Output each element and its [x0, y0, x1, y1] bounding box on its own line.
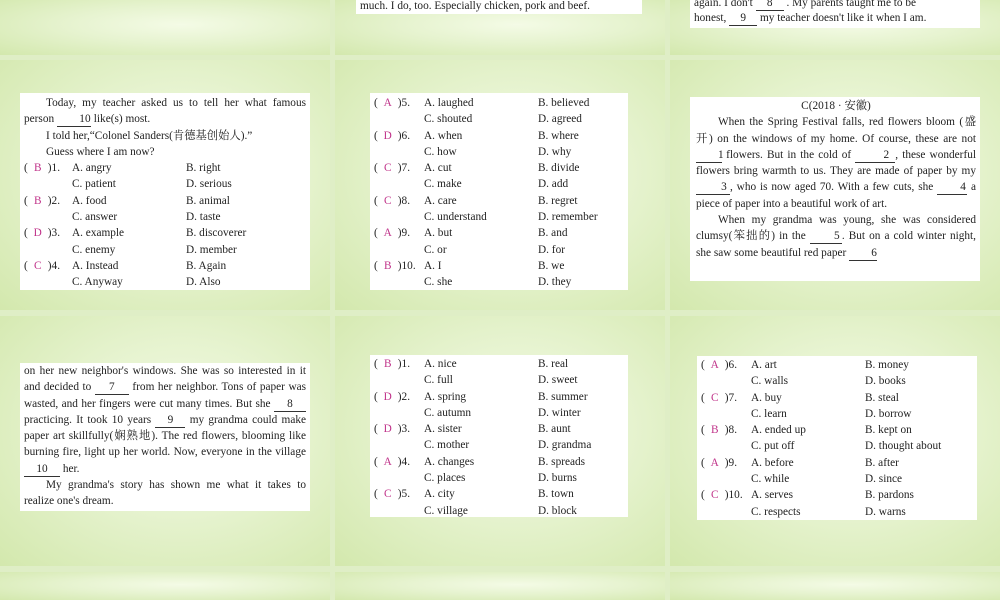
option-d[interactable]: D. taste	[186, 211, 221, 224]
blank-9: 9	[155, 414, 185, 428]
blank-5: 5	[810, 230, 842, 244]
question-row	[374, 274, 624, 290]
passage-text: a piece of paper into a beautiful work of art.	[696, 181, 976, 210]
question-number: 1	[401, 358, 408, 370]
option-c[interactable]: C. while	[751, 473, 790, 486]
question-number: 7	[401, 162, 408, 175]
answer-letter: B	[383, 358, 392, 370]
question-number: 1	[51, 162, 58, 175]
option-b[interactable]: B. summer	[538, 390, 588, 403]
answer-letter: A	[383, 227, 392, 240]
question-row	[24, 225, 306, 241]
option-a[interactable]: A. ended up	[751, 424, 806, 437]
option-c[interactable]: C. or	[424, 243, 447, 256]
answer-letter: D	[383, 423, 392, 436]
question-row	[374, 209, 624, 225]
option-b[interactable]: B. believed	[538, 97, 590, 109]
question-row	[701, 455, 973, 471]
answer-letter: B	[33, 194, 42, 207]
passage-text: . My parents taught me to be	[786, 0, 917, 9]
answer-bracket: ( C )7.	[374, 160, 424, 176]
question-list	[24, 160, 306, 290]
option-c[interactable]: C. enemy	[72, 243, 116, 256]
question-number: 5	[401, 97, 408, 109]
slide-tile[interactable]	[335, 572, 665, 600]
slide-tile[interactable]	[670, 572, 1000, 600]
option-c[interactable]: C. walls	[751, 375, 789, 388]
question-number: 8	[401, 194, 408, 207]
option-a[interactable]: A. art	[751, 359, 777, 371]
option-a[interactable]: A. before	[751, 456, 794, 469]
option-d[interactable]: D. they	[538, 276, 572, 289]
option-c[interactable]: C. put off	[751, 440, 795, 453]
question-row	[701, 357, 973, 373]
answer-letter: A	[710, 456, 719, 469]
passage-text: her.	[62, 462, 80, 475]
option-a[interactable]: A. nice	[424, 358, 457, 370]
question-row	[374, 356, 624, 372]
option-c[interactable]: C. patient	[72, 178, 116, 191]
option-b[interactable]: B. aunt	[538, 423, 571, 436]
option-d[interactable]: D. for	[538, 243, 565, 256]
answer-bracket: ( D )3.	[24, 225, 72, 241]
answer-bracket: ( C )4.	[24, 258, 72, 274]
option-a[interactable]: A. buy	[751, 391, 782, 404]
passage-text: , who is now aged 70. With a few cuts, she	[730, 181, 934, 194]
option-b[interactable]: B. where	[538, 129, 579, 142]
blank-10: 10	[24, 463, 60, 477]
question-row	[701, 422, 973, 438]
answer-bracket: ( C )8.	[374, 193, 424, 209]
option-c[interactable]: C. autumn	[424, 406, 472, 419]
option-c[interactable]: C. she	[424, 276, 453, 289]
question-number: 7	[728, 391, 735, 404]
answer-bracket: ( D )6.	[374, 128, 424, 144]
option-b[interactable]: B. we	[538, 259, 565, 272]
passage-text: Guess where I am now?	[46, 145, 155, 158]
answer-bracket: ( D )3.	[374, 421, 424, 437]
answer-bracket: ( B )1.	[24, 160, 72, 176]
option-a[interactable]: A. serves	[751, 489, 794, 502]
question-list	[374, 95, 624, 291]
blank-9: 9	[729, 12, 757, 26]
question-number: 9	[401, 227, 408, 240]
option-b[interactable]: B. divide	[538, 162, 580, 175]
answer-bracket: ( C )7.	[701, 390, 751, 406]
option-b[interactable]: B. pardons	[865, 489, 914, 502]
question-row	[374, 503, 624, 519]
question-number: 10	[728, 489, 740, 502]
option-c[interactable]: C. shouted	[424, 113, 473, 126]
blank-3: 3	[696, 181, 730, 195]
answer-letter: C	[383, 162, 392, 175]
question-number: 2	[51, 194, 58, 207]
blank-8: 8	[274, 398, 306, 412]
option-d[interactable]: D. Also	[186, 276, 221, 289]
passage-text: on her new neighbor's windows. She was so interested in it and decided to	[24, 365, 306, 394]
question-row	[24, 209, 306, 225]
passage-text: Today, my teacher asked us to tell her what famous person	[24, 97, 306, 126]
option-b[interactable]: B. and	[538, 227, 568, 240]
answer-letter: D	[383, 129, 392, 142]
question-row	[701, 406, 973, 422]
question-row	[374, 486, 624, 502]
option-c[interactable]: C. learn	[751, 407, 787, 420]
answer-bracket: ( C )5.	[374, 486, 424, 502]
option-c[interactable]: C. places	[424, 472, 466, 485]
reading-card-1	[20, 93, 310, 290]
option-d[interactable]: D. burns	[538, 472, 577, 485]
answer-letter: A	[383, 97, 392, 109]
question-number: 5	[401, 488, 408, 501]
option-d[interactable]: D. borrow	[865, 407, 912, 420]
answer-letter: C	[710, 391, 719, 404]
answer-letter: C	[710, 489, 719, 502]
option-b[interactable]: B. discoverer	[186, 227, 247, 240]
option-b[interactable]: B. kept on	[865, 424, 912, 437]
option-a[interactable]: A. example	[72, 227, 125, 240]
slide-tile[interactable]	[0, 0, 330, 55]
option-d[interactable]: D. winter	[538, 406, 581, 419]
option-a[interactable]: A. changes	[424, 455, 475, 468]
question-row	[374, 372, 624, 388]
option-b[interactable]: B. right	[186, 162, 221, 175]
question-row	[374, 193, 624, 209]
blank-10: 10	[57, 113, 91, 127]
reading-card-3	[690, 97, 980, 281]
question-number: 3	[51, 227, 58, 240]
answer-letter: B	[710, 424, 719, 437]
question-row	[701, 390, 973, 406]
question-row	[374, 111, 624, 127]
reading-card-4	[20, 363, 310, 511]
passage-text: my teacher doesn't like it when I am.	[759, 12, 927, 24]
option-b[interactable]: B. after	[865, 456, 899, 469]
question-list	[701, 357, 973, 520]
answer-letter: B	[383, 259, 392, 272]
option-d[interactable]: D. remember	[538, 211, 598, 224]
answer-bracket: ( B )10.	[374, 258, 424, 274]
blank-1: 1	[696, 149, 722, 163]
option-a[interactable]: A. spring	[424, 390, 467, 403]
passage-text: honest,	[694, 12, 727, 24]
question-row	[374, 144, 624, 160]
question-row	[701, 373, 973, 389]
question-row	[374, 437, 624, 453]
option-a[interactable]: A. laughed	[424, 97, 474, 109]
passage-text: I told her,“Colonel Sanders(肯德基创始人).”	[46, 129, 253, 142]
option-d[interactable]: D. books	[865, 375, 906, 388]
passage-text: . But on a cold winter night, she saw some beautiful red paper	[696, 230, 977, 259]
question-row	[374, 242, 624, 258]
answer-letter: C	[383, 488, 392, 501]
blank-2: 2	[855, 149, 895, 163]
slide-tile[interactable]	[0, 572, 330, 600]
option-c[interactable]: C. answer	[72, 211, 118, 224]
question-row	[24, 193, 306, 209]
option-c[interactable]: C. understand	[424, 211, 487, 224]
option-d[interactable]: D. sweet	[538, 374, 578, 387]
option-c[interactable]: C. make	[424, 178, 462, 191]
answer-bracket: ( D )2.	[374, 389, 424, 405]
option-d[interactable]: D. agreed	[538, 113, 582, 126]
option-d[interactable]: D. serious	[186, 178, 232, 191]
answer-bracket: ( A )9.	[374, 225, 424, 241]
answer-letter: C	[33, 259, 42, 272]
question-row	[374, 258, 624, 274]
question-row	[374, 470, 624, 486]
answer-bracket: ( A )6.	[701, 357, 751, 373]
option-a[interactable]: A. but	[424, 227, 453, 240]
answer-bracket: ( B )1.	[374, 356, 424, 372]
passage-text: from her neighbor. Tons of paper was wasted, and her fingers were cut many times. But she	[24, 381, 307, 410]
option-c[interactable]: C. Anyway	[72, 276, 123, 289]
question-row	[24, 176, 306, 192]
question-row	[701, 438, 973, 454]
question-row	[374, 176, 624, 192]
question-number: 3	[401, 423, 408, 436]
question-row	[374, 405, 624, 421]
passage-text: My grandma's story has shown me what it takes to realize one's dream.	[24, 479, 306, 508]
passage-text: practicing. It took 10 years	[24, 413, 152, 426]
blank-4: 4	[937, 181, 967, 195]
option-a[interactable]: A. cut	[424, 162, 452, 175]
option-d[interactable]: D. since	[865, 473, 903, 486]
option-b[interactable]: B. money	[865, 359, 909, 371]
question-list	[374, 356, 624, 519]
text-card-top-right	[690, 0, 980, 28]
question-number: 4	[51, 259, 58, 272]
passage-text: When my grandma was young, she was considered clumsy(笨拙的) in the	[696, 214, 976, 243]
option-d[interactable]: D. why	[538, 145, 572, 158]
option-d[interactable]: D. add	[538, 178, 569, 191]
question-row	[701, 471, 973, 487]
option-b[interactable]: B. steal	[865, 391, 899, 404]
question-row	[374, 160, 624, 176]
question-row	[374, 389, 624, 405]
question-card-2	[370, 93, 628, 290]
question-row	[24, 242, 306, 258]
option-c[interactable]: C. full	[424, 374, 453, 387]
blank-7: 7	[95, 381, 129, 395]
answer-bracket: ( C )10.	[701, 487, 751, 503]
option-c[interactable]: C. how	[424, 145, 457, 158]
blank-8: 8	[756, 0, 784, 11]
option-d[interactable]: D. grandma	[538, 439, 592, 452]
option-c[interactable]: C. village	[424, 504, 468, 517]
answer-letter: A	[383, 455, 392, 468]
question-card-5	[370, 355, 628, 517]
question-card-6	[697, 356, 977, 520]
option-b[interactable]: B. spreads	[538, 455, 586, 468]
answer-bracket: ( A )9.	[701, 455, 751, 471]
question-row	[374, 421, 624, 437]
option-d[interactable]: D. block	[538, 504, 577, 517]
option-d[interactable]: D. member	[186, 243, 237, 256]
answer-letter: D	[33, 227, 42, 240]
passage-text: flowers. But in the cold of	[726, 148, 852, 161]
answer-bracket: ( A )4.	[374, 454, 424, 470]
passage-text: , these wonderful flowers bring warmth to us. They are made of paper by my	[696, 148, 976, 178]
question-number: 2	[401, 390, 408, 403]
option-b[interactable]: B. real	[538, 358, 569, 370]
section-title: C(2018 · 安徽)	[801, 100, 871, 112]
answer-letter: D	[383, 390, 392, 403]
question-number: 10	[401, 259, 413, 272]
question-number: 8	[728, 424, 735, 437]
question-number: 4	[401, 455, 408, 468]
option-d[interactable]: D. warns	[865, 505, 906, 518]
blank-6: 6	[849, 247, 877, 261]
question-row	[24, 160, 306, 176]
question-row	[24, 274, 306, 290]
answer-letter: C	[383, 194, 392, 207]
option-a[interactable]: A. food	[72, 194, 107, 207]
question-row	[24, 258, 306, 274]
question-row	[701, 487, 973, 503]
option-b[interactable]: B. town	[538, 488, 574, 501]
option-a[interactable]: A. city	[424, 488, 455, 501]
question-row	[374, 95, 624, 111]
passage-text: When the Spring Festival falls, red flowers bloom (盛开) on the windows of my home. Of course, these are not	[696, 116, 976, 145]
option-c[interactable]: C. respects	[751, 505, 801, 518]
answer-bracket: ( B )2.	[24, 193, 72, 209]
option-c[interactable]: C. mother	[424, 439, 470, 452]
question-number: 6	[401, 129, 408, 142]
question-row	[701, 504, 973, 520]
option-a[interactable]: A. angry	[72, 162, 112, 175]
option-b[interactable]: B. Again	[186, 259, 227, 272]
text-card-top-middle	[356, 0, 642, 14]
answer-bracket: ( A )5.	[374, 95, 424, 111]
option-a[interactable]: A. sister	[424, 423, 462, 436]
option-b[interactable]: B. regret	[538, 194, 578, 207]
option-a[interactable]: A. care	[424, 194, 457, 207]
answer-bracket: ( B )8.	[701, 422, 751, 438]
passage-text: much. I do, too. Especially chicken, pork and beef.	[360, 0, 590, 12]
passage-text: my grandma could make paper art skillfully(娴熟地). The red flowers, blooming like burning fire, light up her world. Now, everyone in the village	[24, 413, 306, 459]
question-number: 9	[728, 456, 735, 469]
question-row	[374, 128, 624, 144]
option-a[interactable]: A. when	[424, 129, 463, 142]
answer-letter: B	[33, 162, 42, 175]
question-row	[374, 225, 624, 241]
passage-text: again. I don't	[694, 0, 753, 9]
question-row	[374, 454, 624, 470]
passage-text: like(s) most.	[93, 113, 151, 126]
option-a[interactable]: A. I	[424, 259, 442, 272]
option-a[interactable]: A. Instead	[72, 259, 119, 272]
question-number: 6	[728, 359, 735, 371]
option-b[interactable]: B. animal	[186, 194, 230, 207]
option-d[interactable]: D. thought about	[865, 440, 942, 453]
answer-letter: A	[710, 359, 719, 371]
